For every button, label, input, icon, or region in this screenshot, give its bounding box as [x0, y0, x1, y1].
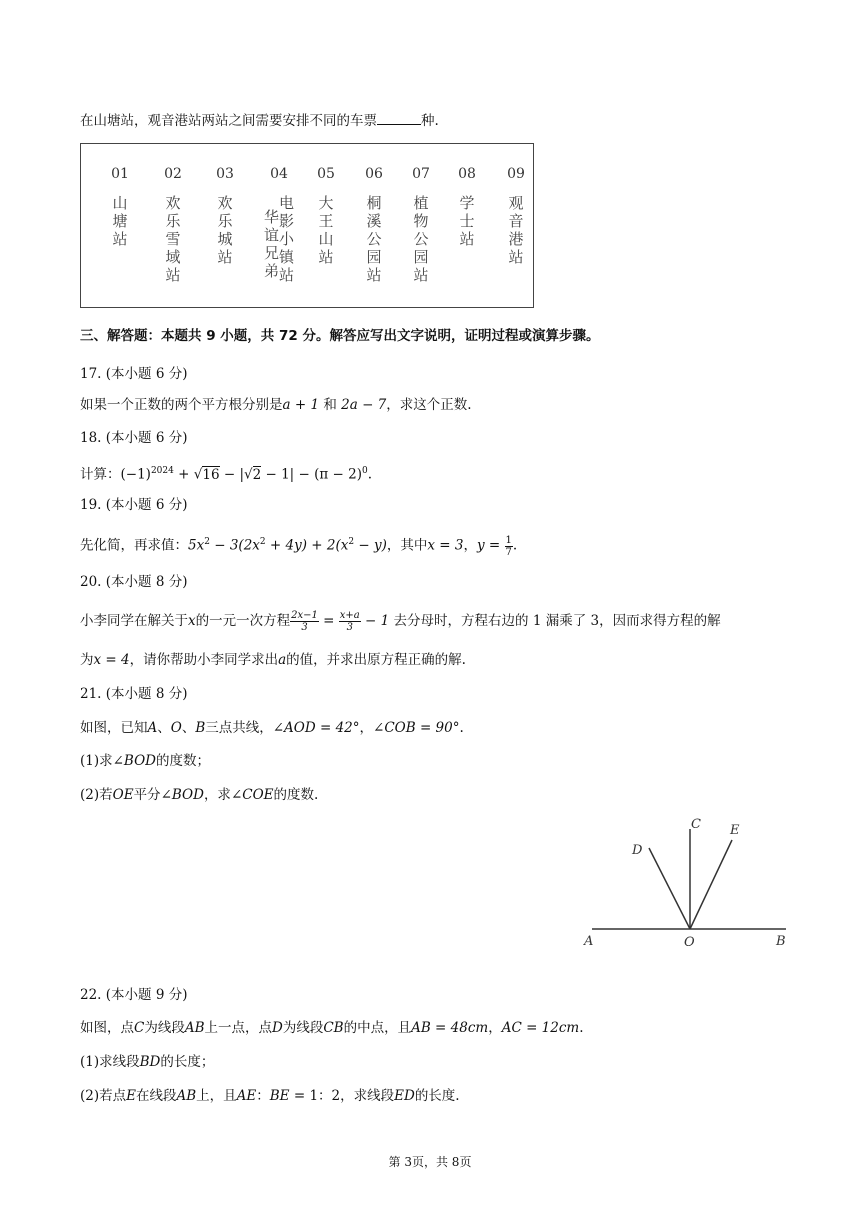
q22-p2-text-b: 在线段 [135, 1088, 177, 1104]
q18-heading: 18. (本小题 6 分) [80, 430, 188, 446]
q22-part-1 [80, 1052, 214, 1072]
q18-exp-2: 0 [362, 466, 368, 476]
label-C: C [691, 817, 701, 832]
q22-p2-math-5: ED [394, 1088, 415, 1104]
q22-text-4: 为线段 [282, 1020, 324, 1036]
station-name-column: 植 物 公 园 站 [413, 194, 429, 284]
q20-heading: 20. (本小题 8 分) [80, 574, 188, 590]
station-name [403, 194, 439, 284]
angle-figure [580, 812, 800, 957]
station-name [356, 194, 392, 284]
q19-exp-3: 2 [348, 537, 355, 547]
q20-text-3: 去分母时，方程右边的 1 漏乘了 3，因而求得方程的解 [389, 613, 721, 629]
q22-text-3: 上一点，点 [204, 1020, 273, 1036]
q22-text-2: 为线段 [144, 1020, 185, 1036]
q21-text-5: ， [359, 720, 374, 736]
q20-math-3: − 1 [360, 613, 390, 629]
q19-fraction [505, 535, 513, 558]
station-number: 06 [365, 166, 383, 182]
sqrt-sign: √ [244, 466, 253, 483]
q18-body [80, 461, 372, 485]
q21-p2-text-b: 平分 [133, 787, 161, 803]
station-number: 02 [164, 166, 182, 182]
station-name [498, 194, 534, 266]
label-B: B [776, 934, 786, 949]
q21-p1-text-a: (1)求 [80, 753, 113, 769]
q21-text-1: 如图，已知 [80, 720, 148, 736]
station-number: 09 [507, 166, 525, 182]
q20-body-line-1 [80, 610, 721, 633]
ray-OE [690, 840, 732, 929]
q17-math-1: a + 1 [282, 397, 320, 413]
q20-math-4: x = 4 [93, 652, 130, 668]
q22-math-2: AB [184, 1020, 205, 1036]
q21-p2-math-1: OE [112, 787, 134, 803]
q22-p2-text-c: 上，且 [196, 1088, 237, 1104]
q18-math-4: − 1| − (π − 2) [261, 466, 363, 483]
q17-math-2: 2a − 7 [341, 397, 387, 413]
q18-math-2: + [173, 466, 194, 483]
label-E: E [730, 823, 740, 838]
q21-text-6: . [459, 720, 464, 736]
q21-math-5: ∠COB = 90° [373, 720, 460, 736]
station-name-column: 桐 溪 公 园 站 [366, 194, 382, 284]
station-number: 04 [270, 166, 288, 182]
q21-p2-text-c: ，求 [203, 787, 231, 803]
label-D: D [632, 843, 643, 858]
station-number: 08 [458, 166, 476, 182]
q19-math-2: − 3(2x [209, 537, 260, 554]
fraction-denominator: 3 [346, 622, 353, 633]
q17-text-2: 和 [319, 397, 342, 413]
q21-p2-text-d: 的度数. [273, 787, 319, 803]
q21-body [80, 718, 464, 738]
station-name [308, 194, 344, 266]
q22-text-6: ， [488, 1020, 502, 1036]
q21-text-4: 三点共线， [205, 720, 273, 736]
station-name [207, 194, 243, 266]
q19-math-5: x = 3 [427, 537, 464, 554]
q22-math-5: AB = 48cm [411, 1020, 489, 1036]
q22-p2-text-e: = 1：2，求线段 [289, 1088, 395, 1104]
station-name [155, 194, 191, 284]
section-3-heading: 三、解答题：本题共 9 小题，共 72 分。解答应写出文字说明，证明过程或演算步骤。 [80, 328, 600, 344]
q18-math-3: − | [219, 466, 244, 483]
q17-heading: 17. (本小题 6 分) [80, 366, 188, 382]
station-name-column: 学 士 站 [459, 194, 475, 248]
q22-body [80, 1018, 584, 1038]
ray-OD [649, 848, 690, 929]
fraction-numerator: x+a [339, 610, 360, 621]
fraction-denominator: 7 [505, 546, 512, 558]
q20-math-5: a [278, 652, 287, 668]
fraction-numerator: 2x−1 [291, 610, 318, 621]
q18-text-2: . [367, 466, 373, 483]
q22-p2-math-3: AE [236, 1088, 257, 1104]
page-footer: 第 3页，共 8页 [388, 1155, 472, 1169]
q22-p2-math-4: BE [269, 1088, 290, 1104]
q19-heading: 19. (本小题 6 分) [80, 497, 188, 513]
q20-text-6: 的值，并求出原方程正确的解. [286, 652, 466, 668]
q19-text-2: ，其中 [386, 537, 428, 554]
station-name-column: 观 音 港 站 [508, 194, 524, 266]
station-number: 03 [216, 166, 234, 182]
station-name-column: 山 塘 站 [112, 194, 128, 248]
q19-text-1: 先化简，再求值： [80, 537, 188, 554]
q17-text-1: 如果一个正数的两个平方根分别是 [80, 397, 283, 413]
fraction-denominator: 3 [301, 622, 308, 633]
q21-text-2: 、 [157, 720, 171, 736]
q21-text-3: 、 [181, 720, 196, 736]
q19-math-3: + 4y) + 2(x [265, 537, 349, 554]
station-name [253, 194, 305, 284]
station-name-column: 电 影 小 镇 站 [279, 194, 295, 284]
q22-math-3: D [272, 1020, 283, 1036]
q22-text-7: . [579, 1020, 584, 1036]
q20-body-line-2 [80, 650, 466, 670]
q19-math-6: y = [477, 537, 505, 554]
q21-part-2 [80, 785, 318, 805]
station-name-column: 欢 乐 城 站 [217, 194, 233, 266]
q21-p2-text-a: (2)若 [80, 787, 113, 803]
q20-fraction-1 [290, 610, 319, 633]
q19-exp-1: 2 [204, 537, 210, 547]
q19-body [80, 532, 517, 558]
station-name-column: 欢 乐 雪 域 站 [165, 194, 181, 284]
q16-text-before: 在山塘站，观音港站两站之间需要安排不同的车票 [80, 113, 377, 129]
fraction-numerator: 1 [505, 534, 512, 546]
q19-math-1: 5x [188, 537, 205, 554]
q20-text-1: 小李同学在解关于 [80, 613, 188, 629]
q22-math-1: C [134, 1020, 145, 1036]
q22-math-4: CB [323, 1020, 344, 1036]
q22-heading: 22. (本小题 9 分) [80, 987, 188, 1003]
station-number: 01 [111, 166, 129, 182]
q21-math-4: ∠AOD = 42° [272, 720, 360, 736]
q18-radicand-1: 16 [202, 466, 220, 483]
q18-radicand-2: 2 [252, 466, 262, 483]
q22-p2-math-1: E [126, 1088, 136, 1104]
q20-math-2: = [318, 613, 339, 629]
q19-math-4: − y) [354, 537, 387, 554]
q21-math-1: A [147, 720, 158, 736]
label-A: A [584, 934, 594, 949]
q22-text-1: 如图，点 [80, 1020, 134, 1036]
q22-p1-text-a: (1)求线段 [80, 1054, 140, 1070]
q21-part-1 [80, 751, 210, 771]
station-name-column: 华 谊 兄 弟 [263, 208, 279, 280]
station-name-column: 大 王 山 站 [318, 194, 334, 266]
q20-math-1: x [188, 613, 196, 629]
q17-body [80, 395, 472, 415]
q21-math-3: B [195, 720, 206, 736]
q20-fraction-2 [339, 610, 361, 633]
station-number: 05 [317, 166, 335, 182]
station-table [80, 143, 534, 308]
q22-math-6: AC = 12cm [501, 1020, 580, 1036]
q16-tail-line [80, 111, 439, 131]
q22-p2-text-f: 的长度. [414, 1088, 460, 1104]
q22-p2-text-a: (2)若点 [80, 1088, 127, 1104]
q19-text-4: . [512, 537, 518, 554]
q17-text-3: ，求这个正数. [386, 397, 472, 413]
q22-p1-text-b: 的长度； [160, 1054, 215, 1070]
q16-text-after: 种. [421, 113, 439, 129]
station-number: 07 [412, 166, 430, 182]
station-name [449, 194, 485, 248]
station-name [102, 194, 138, 248]
q18-math-1: (−1) [120, 466, 151, 483]
q21-heading: 21. (本小题 8 分) [80, 686, 188, 702]
q21-p2-math-2: ∠BOD [160, 787, 204, 803]
q21-p1-math: ∠BOD [112, 753, 156, 769]
answer-blank [377, 112, 421, 125]
q18-exp-1: 2024 [150, 466, 174, 476]
q18-text-1: 计算： [80, 466, 121, 483]
q21-p2-math-3: ∠COE [230, 787, 274, 803]
q22-part-2 [80, 1086, 460, 1106]
q22-text-5: 的中点，且 [343, 1020, 412, 1036]
label-O: O [684, 935, 695, 950]
q22-p2-text-d: ： [256, 1088, 270, 1104]
q22-p1-math: BD [139, 1054, 161, 1070]
sqrt-sign: √ [193, 466, 203, 483]
q19-exp-2: 2 [259, 537, 266, 547]
q22-p2-math-2: AB [176, 1088, 197, 1104]
q19-text-3: ， [463, 537, 478, 554]
q20-text-4: 为 [80, 652, 94, 668]
q20-text-2: 的一元一次方程 [195, 613, 291, 629]
q21-p1-text-b: 的度数； [156, 753, 210, 769]
q20-text-5: ，请你帮助小李同学求出 [129, 652, 279, 668]
q21-math-2: O [170, 720, 182, 736]
